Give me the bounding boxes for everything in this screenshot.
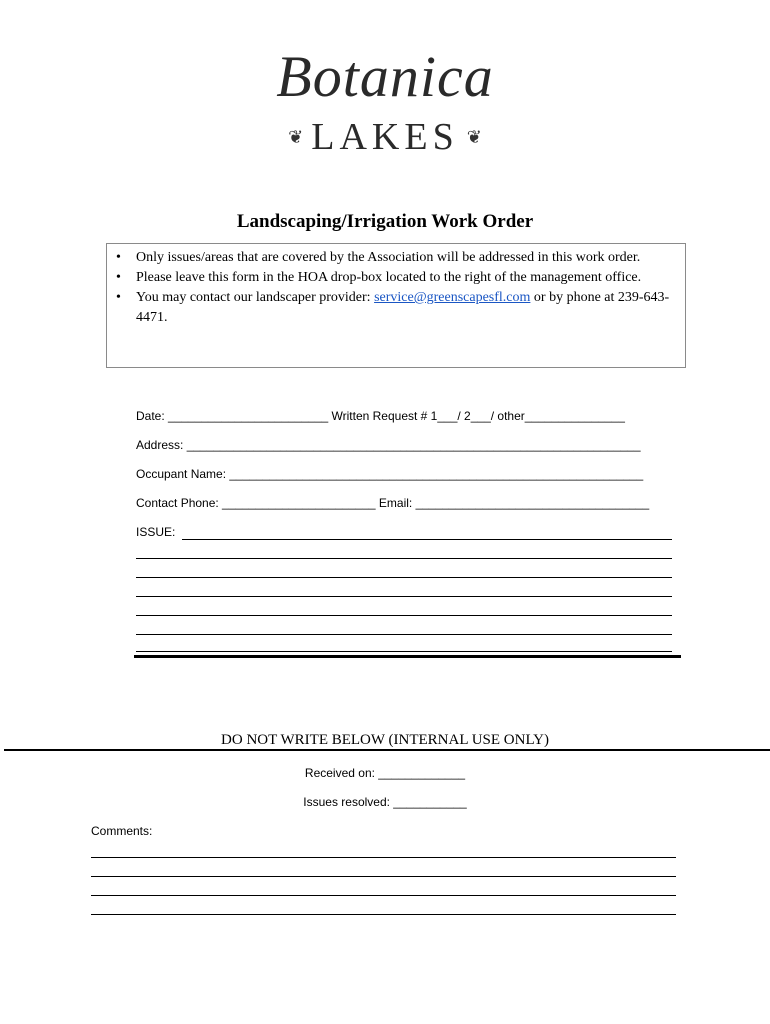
- issue-section-rule: [134, 655, 681, 658]
- received-on-field[interactable]: Received on: _____________: [304, 766, 466, 780]
- issue-line[interactable]: [182, 539, 672, 540]
- issue-line[interactable]: [136, 615, 672, 616]
- notice-text: Only issues/areas that are covered by the Association will be addressed in this work order.: [136, 250, 641, 265]
- notice-item: [116, 248, 679, 268]
- comment-line[interactable]: [91, 876, 676, 877]
- issue-line[interactable]: [136, 651, 672, 652]
- comment-line[interactable]: [91, 857, 676, 858]
- issues-resolved-field[interactable]: Issues resolved: ___________: [303, 795, 467, 809]
- botanica-lakes-logo: [0, 45, 770, 157]
- issue-line[interactable]: [136, 634, 672, 635]
- logo-lakes-text: LAKES: [311, 116, 459, 158]
- notice-text: You may contact our landscaper provider:: [136, 290, 371, 305]
- document-title: Landscaping/Irrigation Work Order: [236, 211, 534, 232]
- floral-ornament-icon: ❦: [288, 126, 304, 147]
- bullet-icon: •: [116, 270, 121, 285]
- logo-subtitle: [0, 117, 770, 157]
- issue-label: ISSUE:: [136, 525, 176, 539]
- bullet-icon: •: [116, 290, 121, 305]
- issue-line[interactable]: [136, 577, 672, 578]
- address-field[interactable]: Address: ____________________________________________________________________: [136, 438, 641, 452]
- floral-ornament-icon: ❦: [466, 126, 482, 147]
- notice-box: [106, 243, 686, 368]
- notice-text: Please leave this form in the HOA drop-box located to the right of the management office.: [136, 270, 642, 285]
- contact-phone-email-field[interactable]: Contact Phone: _______________________ Email: ___________________________________: [136, 496, 650, 510]
- bullet-icon: •: [116, 250, 121, 265]
- issue-line[interactable]: [136, 558, 672, 559]
- comment-line[interactable]: [91, 895, 676, 896]
- comment-line[interactable]: [91, 914, 676, 915]
- contact-phone-text: or by phone at 239-643-4471.: [136, 290, 670, 325]
- comments-label: Comments:: [91, 824, 153, 838]
- date-request-field[interactable]: Date: ________________________ Written Request # 1___/ 2___/ other_______________: [136, 409, 625, 423]
- notice-item: [116, 288, 679, 328]
- notice-item: [116, 268, 679, 288]
- notice-list: [107, 244, 685, 328]
- contact-email-link[interactable]: service@greenscapesfl.com: [374, 290, 531, 305]
- internal-divider: [4, 749, 770, 751]
- internal-use-heading: DO NOT WRITE BELOW (INTERNAL USE ONLY): [221, 732, 549, 748]
- logo-wordmark: Botanica: [276, 44, 494, 109]
- issue-line[interactable]: [136, 596, 672, 597]
- occupant-name-field[interactable]: Occupant Name: ______________________________________________________________: [136, 467, 644, 481]
